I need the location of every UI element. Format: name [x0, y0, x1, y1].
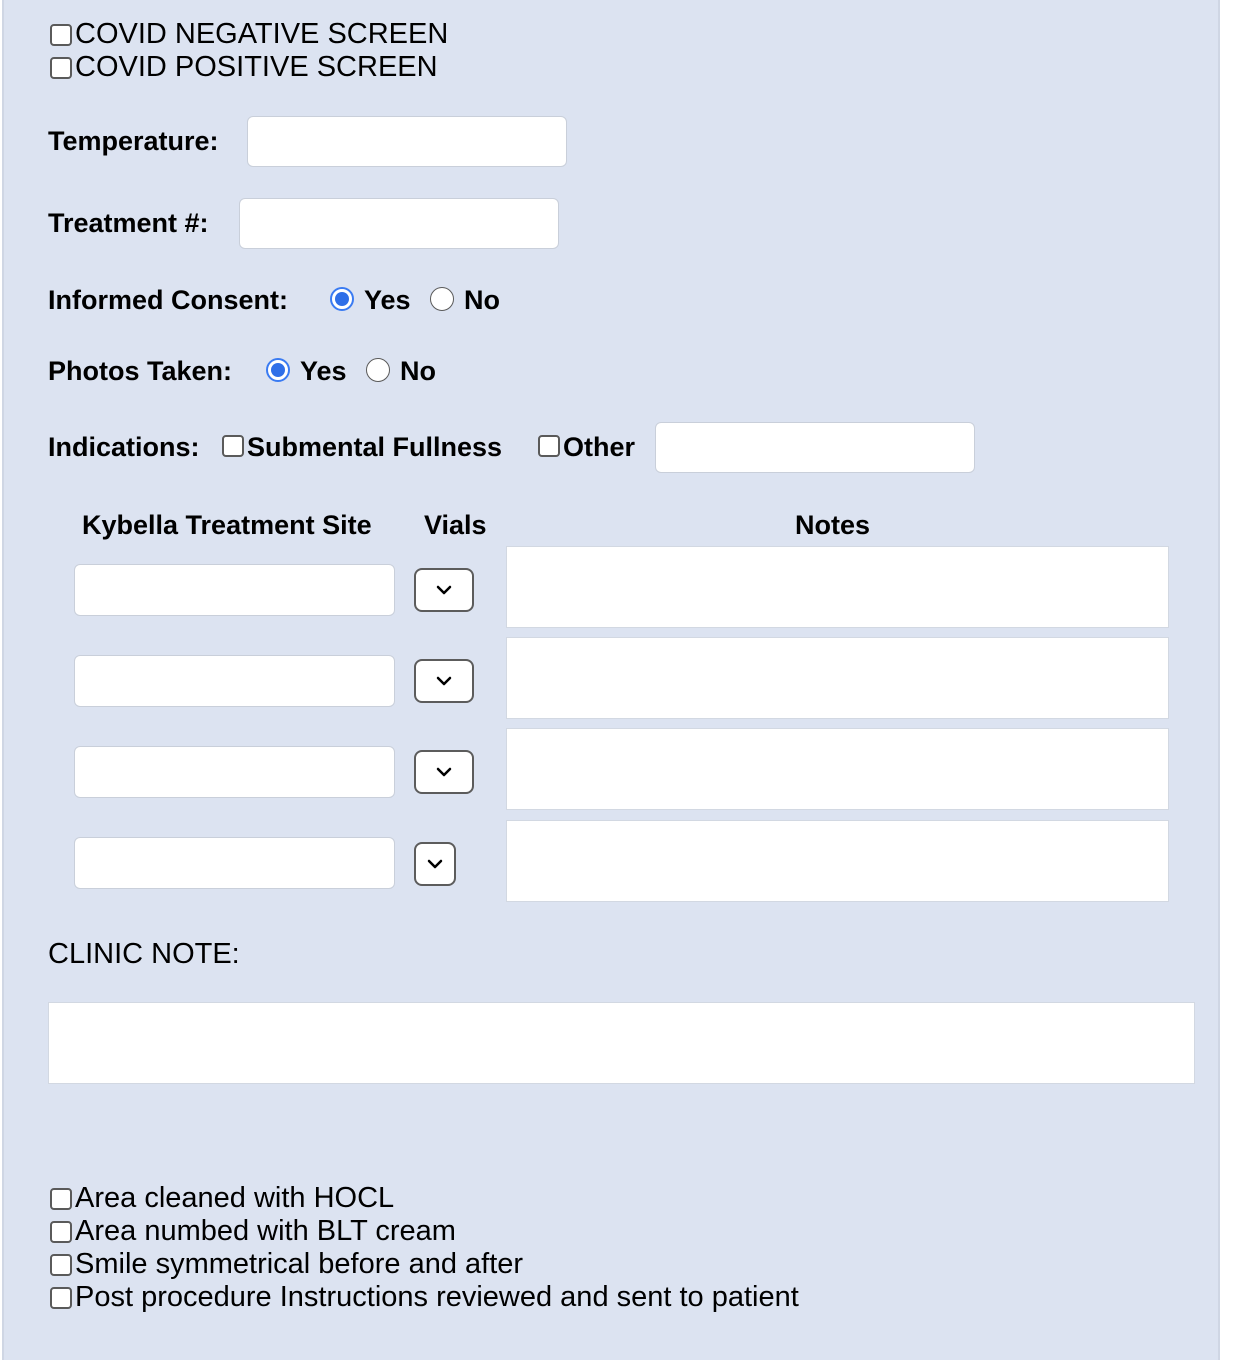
area-numbed-label: Area numbed with BLT cream: [75, 1215, 456, 1247]
vials-header: Vials: [424, 510, 487, 540]
area-numbed-checkbox[interactable]: [50, 1221, 72, 1243]
treatment-site-input-1[interactable]: [74, 564, 395, 616]
post-procedure-checkbox[interactable]: [50, 1287, 72, 1309]
covid-negative-checkbox[interactable]: [50, 24, 72, 46]
indications-label: Indications:: [48, 432, 200, 462]
temperature-label: Temperature:: [48, 126, 219, 156]
chevron-down-icon: [436, 585, 452, 595]
consent-yes-radio[interactable]: [330, 287, 354, 311]
notes-header: Notes: [795, 510, 871, 540]
chevron-down-icon: [436, 767, 452, 777]
clinic-note-textarea[interactable]: [48, 1002, 1195, 1084]
area-cleaned-checkbox[interactable]: [50, 1188, 72, 1210]
photos-no-radio[interactable]: [366, 358, 390, 382]
consent-yes-label: Yes: [364, 285, 411, 315]
notes-textarea-4[interactable]: [506, 820, 1169, 902]
vials-select-4[interactable]: [414, 842, 456, 886]
treatment-site-input-3[interactable]: [74, 746, 395, 798]
consent-no-radio[interactable]: [430, 287, 454, 311]
treatment-number-label: Treatment #:: [48, 208, 209, 238]
photos-yes-radio[interactable]: [266, 358, 290, 382]
covid-positive-label: COVID POSITIVE SCREEN: [75, 51, 438, 83]
treatment-site-input-4[interactable]: [74, 837, 395, 889]
chevron-down-icon: [427, 859, 443, 869]
area-cleaned-label: Area cleaned with HOCL: [75, 1182, 395, 1214]
other-indication-label: Other: [563, 432, 636, 462]
chevron-down-icon: [436, 676, 452, 686]
temperature-input[interactable]: [247, 116, 567, 167]
submental-fullness-label: Submental Fullness: [247, 432, 503, 462]
submental-fullness-checkbox[interactable]: [222, 435, 244, 457]
informed-consent-label: Informed Consent:: [48, 285, 288, 315]
covid-negative-label: COVID NEGATIVE SCREEN: [75, 18, 449, 50]
smile-symmetrical-label: Smile symmetrical before and after: [75, 1248, 524, 1280]
treatment-site-header: Kybella Treatment Site: [82, 510, 372, 540]
treatment-number-input[interactable]: [239, 198, 559, 249]
photos-yes-label: Yes: [300, 356, 347, 386]
vials-select-2[interactable]: [414, 659, 474, 703]
post-procedure-label: Post procedure Instructions reviewed and sent to patient: [75, 1281, 799, 1313]
notes-textarea-1[interactable]: [506, 546, 1169, 628]
photos-no-label: No: [400, 356, 436, 386]
other-indication-input[interactable]: [655, 422, 975, 473]
consent-no-label: No: [464, 285, 500, 315]
treatment-site-input-2[interactable]: [74, 655, 395, 707]
other-indication-checkbox[interactable]: [538, 435, 560, 457]
clinic-note-label: CLINIC NOTE:: [48, 938, 240, 970]
notes-textarea-2[interactable]: [506, 637, 1169, 719]
photos-taken-label: Photos Taken:: [48, 356, 233, 386]
covid-positive-checkbox[interactable]: [50, 57, 72, 79]
smile-symmetrical-checkbox[interactable]: [50, 1254, 72, 1276]
notes-textarea-3[interactable]: [506, 728, 1169, 810]
vials-select-3[interactable]: [414, 750, 474, 794]
vials-select-1[interactable]: [414, 568, 474, 612]
